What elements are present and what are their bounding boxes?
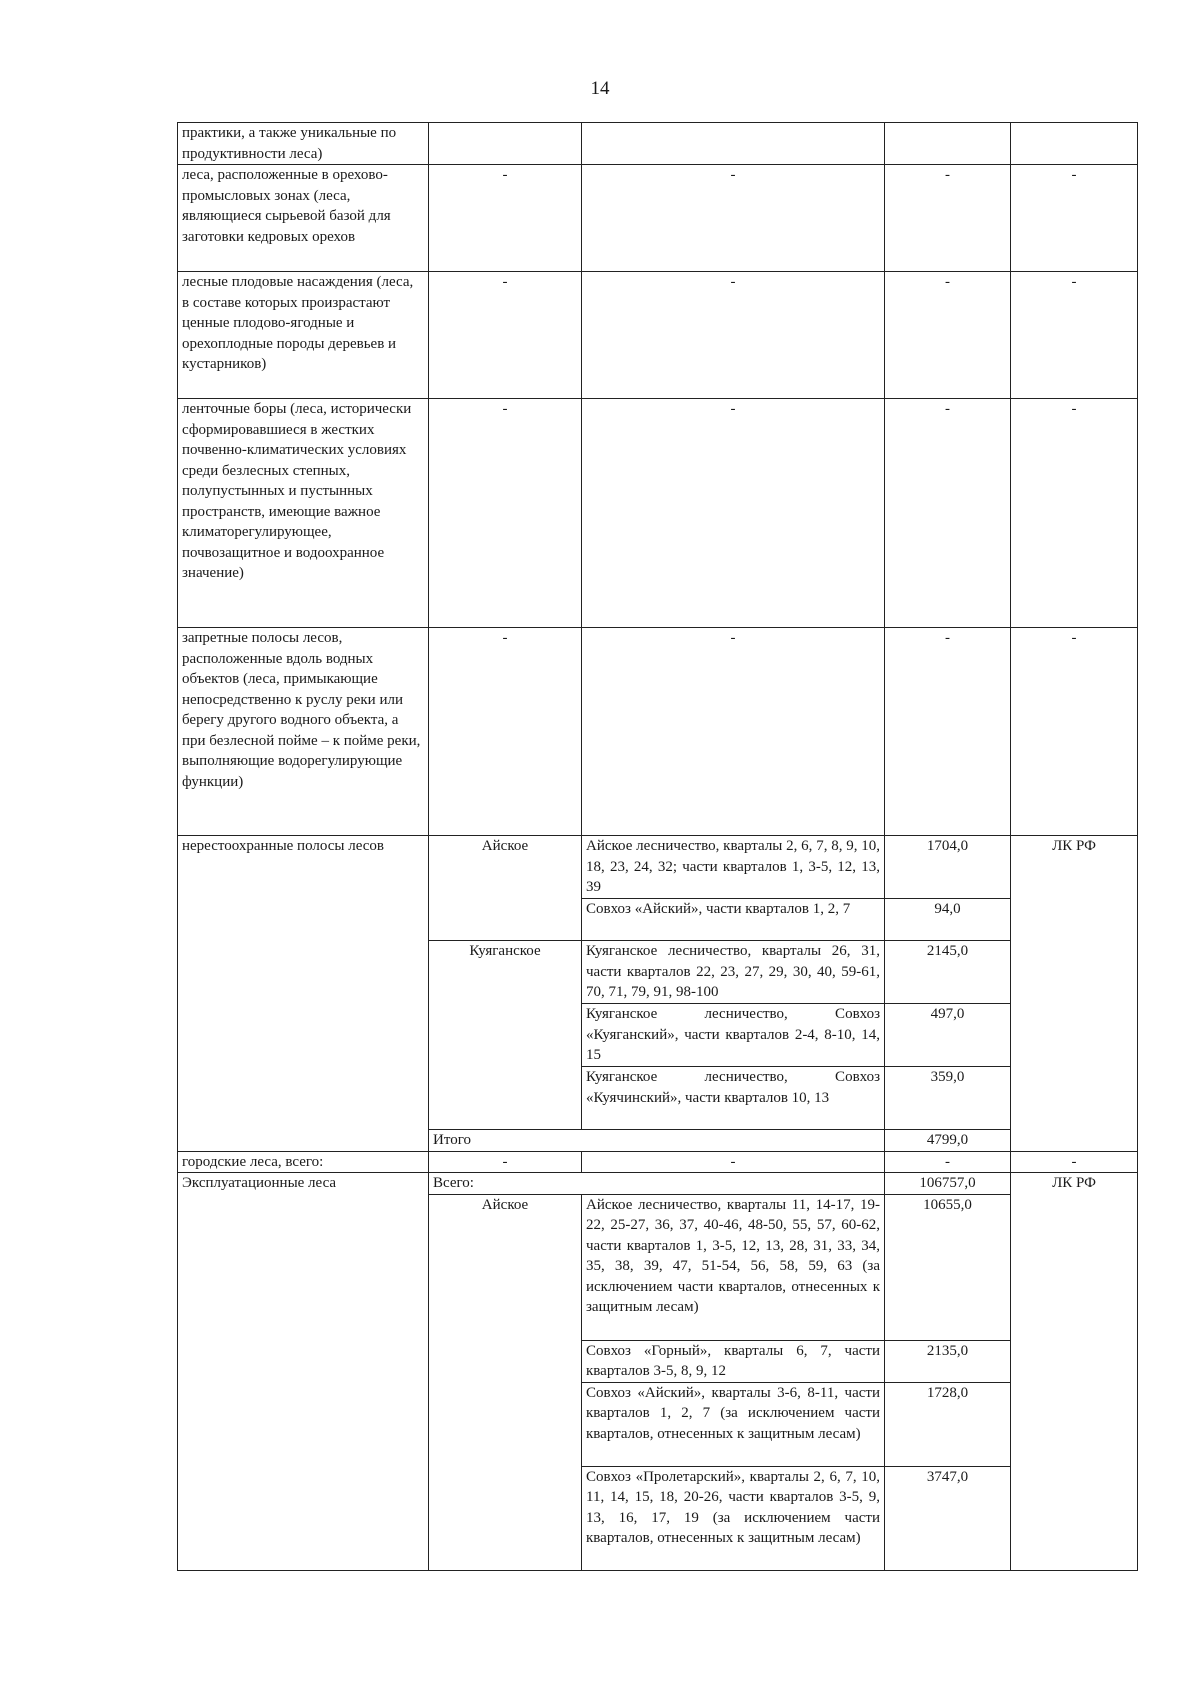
district-cell: - xyxy=(429,272,582,399)
total-area-cell: 106757,0 xyxy=(885,1173,1011,1195)
page-number: 14 xyxy=(590,78,610,99)
location-cell: - xyxy=(582,165,885,272)
area-cell: 94,0 xyxy=(885,899,1011,941)
location-cell: - xyxy=(582,628,885,836)
area-cell: 3747,0 xyxy=(885,1466,1011,1570)
category-cell: нерестоохранные полосы лесов xyxy=(178,836,429,1152)
location-cell: Совхоз «Пролетарский», кварталы 2, 6, 7, 10, 11, 14, 15, 18, 20-26, части кварталов 3-5, 9, 13, 16, 17, 19 (за исключением части кварталов, отнесенных к защитным лесам) xyxy=(582,1466,885,1570)
category-cell: практики, а также уникальные по продуктивности леса) xyxy=(178,123,429,165)
location-cell: - xyxy=(582,272,885,399)
area-cell: 2145,0 xyxy=(885,941,1011,1004)
district-cell xyxy=(429,123,582,165)
basis-cell: - xyxy=(1011,272,1138,399)
location-cell: - xyxy=(582,1151,885,1173)
table-row xyxy=(178,1173,1138,1195)
location-cell: Куяганское лесничество, Совхоз «Куячинский», части кварталов 10, 13 xyxy=(582,1067,885,1130)
table-row xyxy=(178,628,1138,836)
table-row xyxy=(178,399,1138,628)
district-cell: Айское xyxy=(429,836,582,941)
district-cell: Куяганское xyxy=(429,941,582,1130)
basis-cell xyxy=(1011,123,1138,165)
basis-cell: - xyxy=(1011,628,1138,836)
category-cell: ленточные боры (леса, исторически сформировавшиеся в жестких почвенно-климатических условиях среди безлесных степных, полупустынных и пустынных пространств, имеющие важное климаторегулирующее, почвозащитное и водоохранное значение) xyxy=(178,399,429,628)
area-cell: - xyxy=(885,628,1011,836)
location-cell xyxy=(582,123,885,165)
area-cell: 1728,0 xyxy=(885,1382,1011,1466)
area-cell: - xyxy=(885,399,1011,628)
district-cell: - xyxy=(429,1151,582,1173)
district-cell: - xyxy=(429,165,582,272)
area-cell: 10655,0 xyxy=(885,1194,1011,1340)
basis-cell: - xyxy=(1011,165,1138,272)
table-row xyxy=(178,165,1138,272)
basis-cell: ЛК РФ xyxy=(1011,1173,1138,1571)
area-cell: - xyxy=(885,272,1011,399)
location-cell: Куяганское лесничество, кварталы 26, 31, части кварталов 22, 23, 27, 29, 30, 40, 59-61, 70, 71, 79, 91, 98-100 xyxy=(582,941,885,1004)
table-row xyxy=(178,123,1138,165)
location-cell: Куяганское лесничество, Совхоз «Куяганский», части кварталов 2-4, 8-10, 14, 15 xyxy=(582,1004,885,1067)
location-cell: Айское лесничество, кварталы 11, 14-17, 19- 22, 25-27, 36, 37, 40-46, 48-50, 55, 57, 60-62, части кварталов 1, 3-5, 12, 13, 28, 31, 33, 34, 35, 38, 39, 47, 51-54, 56, 58, 59, 63 (за исключением части кварталов, отнесенных к защитным лесам) xyxy=(582,1194,885,1340)
basis-cell: - xyxy=(1011,1151,1138,1173)
location-cell: Совхоз «Горный», кварталы 6, 7, части кварталов 3-5, 8, 9, 12 xyxy=(582,1340,885,1382)
area-cell xyxy=(885,123,1011,165)
total-area-cell: 4799,0 xyxy=(885,1130,1011,1152)
category-cell: лесные плодовые насаждения (леса, в составе которых произрастают ценные плодово-ягодные и орехоплодные породы деревьев и кустарников) xyxy=(178,272,429,399)
area-cell: 497,0 xyxy=(885,1004,1011,1067)
area-cell: - xyxy=(885,165,1011,272)
basis-cell: ЛК РФ xyxy=(1011,836,1138,1152)
district-cell: - xyxy=(429,628,582,836)
area-cell: 359,0 xyxy=(885,1067,1011,1130)
location-cell: Айское лесничество, кварталы 2, 6, 7, 8, 9, 10, 18, 23, 24, 32; части кварталов 1, 3-5, 12, 13, 39 xyxy=(582,836,885,899)
table-row xyxy=(178,272,1138,399)
area-cell: 2135,0 xyxy=(885,1340,1011,1382)
district-cell: - xyxy=(429,399,582,628)
area-cell: - xyxy=(885,1151,1011,1173)
basis-cell: - xyxy=(1011,399,1138,628)
total-label-cell: Итого xyxy=(429,1130,885,1152)
category-cell: леса, расположенные в орехово-промысловых зонах (леса, являющиеся сырьевой базой для заготовки кедровых орехов xyxy=(178,165,429,272)
total-label-cell: Всего: xyxy=(429,1173,885,1195)
category-cell: запретные полосы лесов, расположенные вдоль водных объектов (леса, примыкающие непосредственно к руслу реки или берегу другого водного объекта, а при безлесной пойме – к пойме реки, выполняющие водорегулирующие функции) xyxy=(178,628,429,836)
location-cell: Совхоз «Айский», части кварталов 1, 2, 7 xyxy=(582,899,885,941)
table-row xyxy=(178,1151,1138,1173)
forest-table xyxy=(177,122,1138,1571)
district-cell: Айское xyxy=(429,1194,582,1570)
location-cell: Совхоз «Айский», кварталы 3-6, 8-11, части кварталов 1, 2, 7 (за исключением части кварталов, отнесенных к защитным лесам) xyxy=(582,1382,885,1466)
table-row xyxy=(178,836,1138,899)
category-cell: городские леса, всего: xyxy=(178,1151,429,1173)
area-cell: 1704,0 xyxy=(885,836,1011,899)
category-cell: Эксплуатационные леса xyxy=(178,1173,429,1571)
location-cell: - xyxy=(582,399,885,628)
